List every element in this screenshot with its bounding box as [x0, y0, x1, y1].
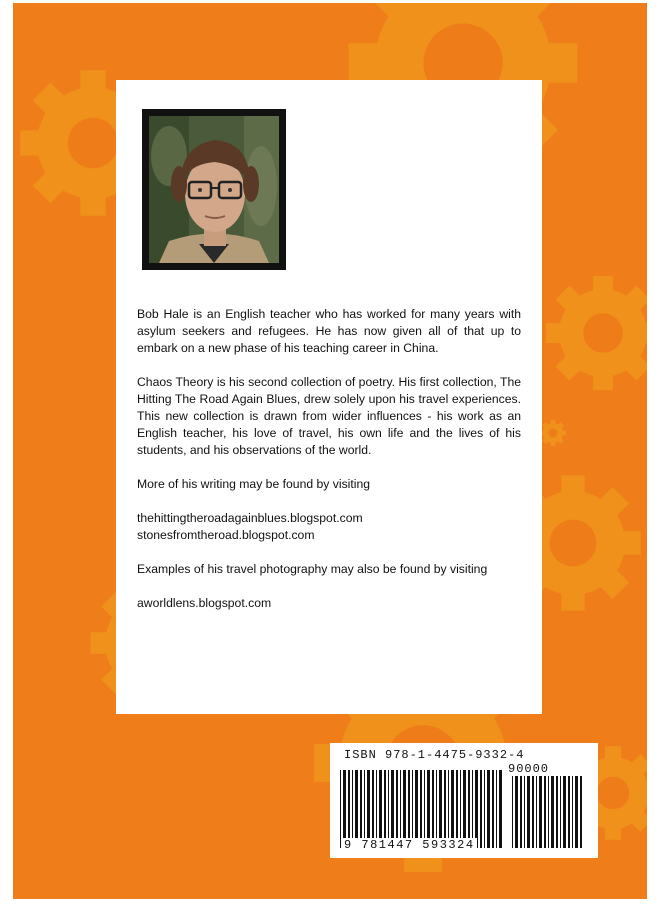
barcode-bar [463, 770, 466, 848]
barcode-bar [360, 770, 362, 848]
isbn-label: ISBN 978-1-4475-9332-4 [344, 748, 525, 762]
barcode-bar [376, 770, 377, 848]
blog-link: stonesfromtheroad.blogspot.com [137, 528, 315, 542]
barcode-bar [575, 776, 578, 848]
bio-paragraph: Bob Hale is an English teacher who has worked for many years with asylum seekers and refugees. He has now given all of that up to embark on a new phase of his teaching career in China. [137, 307, 521, 355]
barcode-bars-icon [340, 770, 506, 848]
barcode-bar [436, 770, 437, 848]
barcode-bar [343, 770, 346, 848]
more-writing-text: More of his writing may be found by visiting [137, 477, 371, 491]
barcode-bar [560, 776, 561, 848]
barcode-bar [544, 776, 546, 848]
barcode-bar [340, 770, 341, 848]
barcode-bar [439, 770, 442, 848]
barcode-digits: 9 781447 593324 [344, 838, 475, 852]
barcode-bar [487, 770, 490, 848]
barcode-bar [456, 770, 458, 848]
barcode-bar [412, 770, 413, 848]
barcode-bar [427, 770, 430, 848]
barcode-bar [492, 770, 494, 848]
barcode-bar [352, 770, 353, 848]
barcode-bar [444, 770, 446, 848]
barcode-bar [496, 770, 497, 848]
barcode-bar [391, 770, 394, 848]
barcode-bar [532, 776, 534, 848]
bio-paragraph: Chaos Theory is his second collection of poetry. His first collection, The Hitting The Road Again Blues, drew solely upon his travel experiences. This new collection is drawn from wider influences - his work as an English teacher, his love of travel, his own life and the lives of his students, and his observations of the world. [137, 375, 521, 457]
barcode-bar [408, 770, 410, 848]
barcode-bar [348, 770, 350, 848]
barcode-bar [536, 776, 537, 848]
blog-link: thehittingtheroadagainblues.blogspot.com [137, 511, 363, 525]
barcode-bar [527, 776, 530, 848]
barcode-bar [372, 770, 374, 848]
barcode-bar [379, 770, 382, 848]
photography-text: Examples of his travel photography may also be found by visiting [137, 562, 488, 576]
barcode-bar [364, 770, 365, 848]
text-panel [116, 80, 542, 714]
addon-barcode-bars-icon [512, 776, 586, 848]
author-bio [137, 306, 521, 612]
barcode-bar [572, 776, 573, 848]
isbn-barcode [330, 743, 598, 858]
barcode-bar [384, 770, 386, 848]
barcode-bar [539, 776, 542, 848]
barcode-bar [551, 776, 554, 848]
barcode-bar [499, 770, 502, 848]
author-portrait-icon [149, 116, 279, 263]
barcode-bar [480, 770, 482, 848]
barcode-bar [580, 776, 582, 848]
barcode-bar [568, 776, 570, 848]
barcode-bar [460, 770, 461, 848]
barcode-bar [403, 770, 406, 848]
barcode-bar [396, 770, 398, 848]
barcode-bar [367, 770, 370, 848]
barcode-bar [472, 770, 473, 848]
barcode-bar [556, 776, 558, 848]
barcode-bar [451, 770, 454, 848]
barcode-bar [448, 770, 449, 848]
barcode-bar [388, 770, 389, 848]
barcode-bar [475, 770, 478, 848]
price-code: 90000 [508, 762, 550, 776]
barcode-bar [424, 770, 425, 848]
barcode-bar [520, 776, 522, 848]
barcode-bar [484, 770, 485, 848]
author-photo-frame [142, 109, 286, 270]
barcode-bar [515, 776, 518, 848]
barcode-bar [548, 776, 549, 848]
barcode-bar [415, 770, 418, 848]
barcode-bar [400, 770, 401, 848]
barcode-bar [420, 770, 422, 848]
barcode-bar [512, 776, 513, 848]
barcode-bar [355, 770, 358, 848]
blog-link: aworldlens.blogspot.com [137, 596, 272, 610]
barcode-bar [563, 776, 566, 848]
barcode-bar [432, 770, 434, 848]
barcode-bar [524, 776, 525, 848]
barcode-bar [468, 770, 470, 848]
